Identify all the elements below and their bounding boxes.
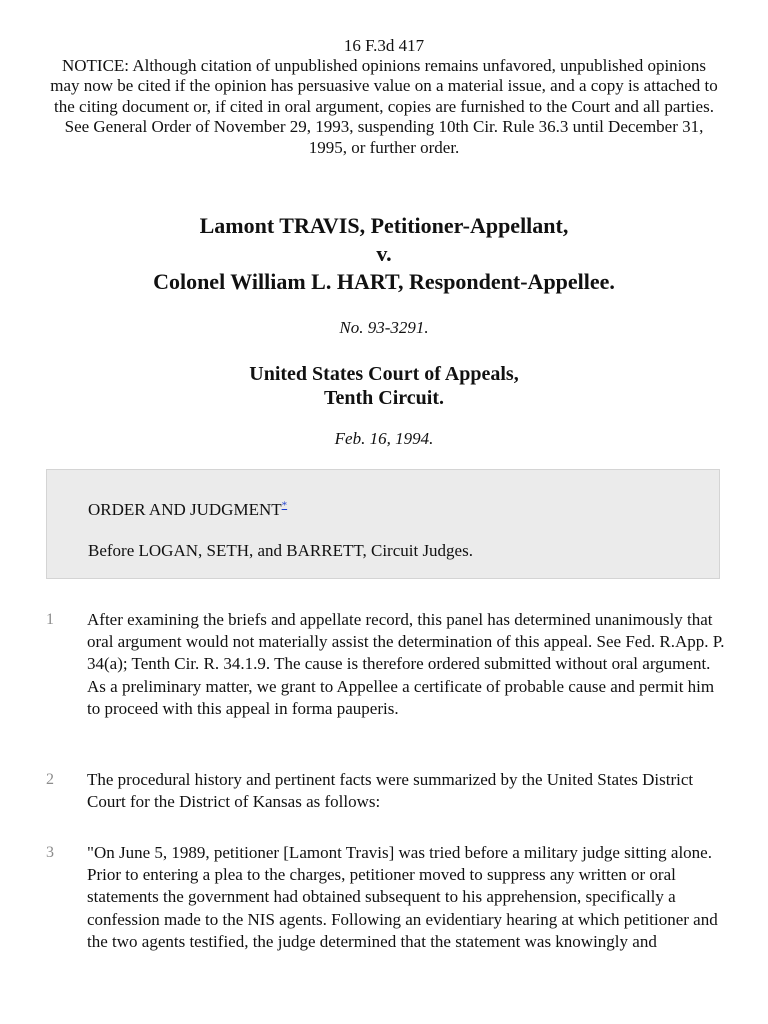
order-header-box bbox=[46, 469, 720, 579]
docket-number: No. 93-3291. bbox=[339, 318, 429, 337]
versus-label: v. bbox=[376, 241, 392, 266]
paragraph-number: 2 bbox=[46, 771, 54, 788]
unpublished-notice: NOTICE: Although citation of unpublished opinions remains unfavored, unpublished opinions may now be cited if the opinion has persuasive value on a material issue, and a copy is attached to the citing document or, if cited in oral argument, copies are furnished to the Court and all parties. See General Order of November 29, 1993, suspending 10th Cir. Rule 36.3 until December 31, 1995, or further order. bbox=[50, 56, 718, 157]
paragraph-number: 3 bbox=[46, 844, 54, 861]
case-caption bbox=[0, 212, 768, 296]
paragraph-text: After examining the briefs and appellate record, this panel has determined unanimously that oral argument would not materially assist the determination of this appeal. See Fed. R.App. P. 34(a); Tenth Cir. R. 34.1.9. The cause is therefore ordered submitted without oral argument. As a preliminary matter, we grant to Appellee a certificate of probable cause and permit him to proceed with this appeal in forma pauperis. bbox=[87, 610, 725, 718]
paragraph-text: "On June 5, 1989, petitioner [Lamont Travis] was tried before a military judge sitting alone. Prior to entering a plea to the charges, petitioner moved to suppress any written or oral statements the government had obtained subsequent to his apprehension, specifically a confession made to the NIS agents. Following an evidentiary hearing at which petitioner and the two agents testified, the judge determined that the statement was knowingly and bbox=[87, 843, 718, 951]
appellee-name: Colonel William L. HART, Respondent-Appellee. bbox=[153, 269, 615, 294]
court-name-line-1: United States Court of Appeals, bbox=[249, 363, 519, 385]
court-name-line-2: Tenth Circuit. bbox=[323, 387, 445, 409]
case-citation: 16 F.3d 417 bbox=[343, 36, 425, 55]
paragraph-number: 1 bbox=[46, 611, 54, 628]
decision-date: Feb. 16, 1994. bbox=[334, 429, 434, 448]
order-title bbox=[88, 500, 287, 520]
footnote-link[interactable]: * bbox=[281, 499, 288, 512]
paragraph-text: The procedural history and pertinent facts were summarized by the United States District Court for the District of Kansas as follows: bbox=[87, 770, 694, 812]
court-name bbox=[0, 362, 768, 410]
order-title-text: ORDER AND JUDGMENT bbox=[88, 500, 282, 519]
appellant-name: Lamont TRAVIS, Petitioner-Appellant, bbox=[199, 213, 569, 238]
judges-panel: Before LOGAN, SETH, and BARRETT, Circuit Judges. bbox=[88, 541, 473, 560]
